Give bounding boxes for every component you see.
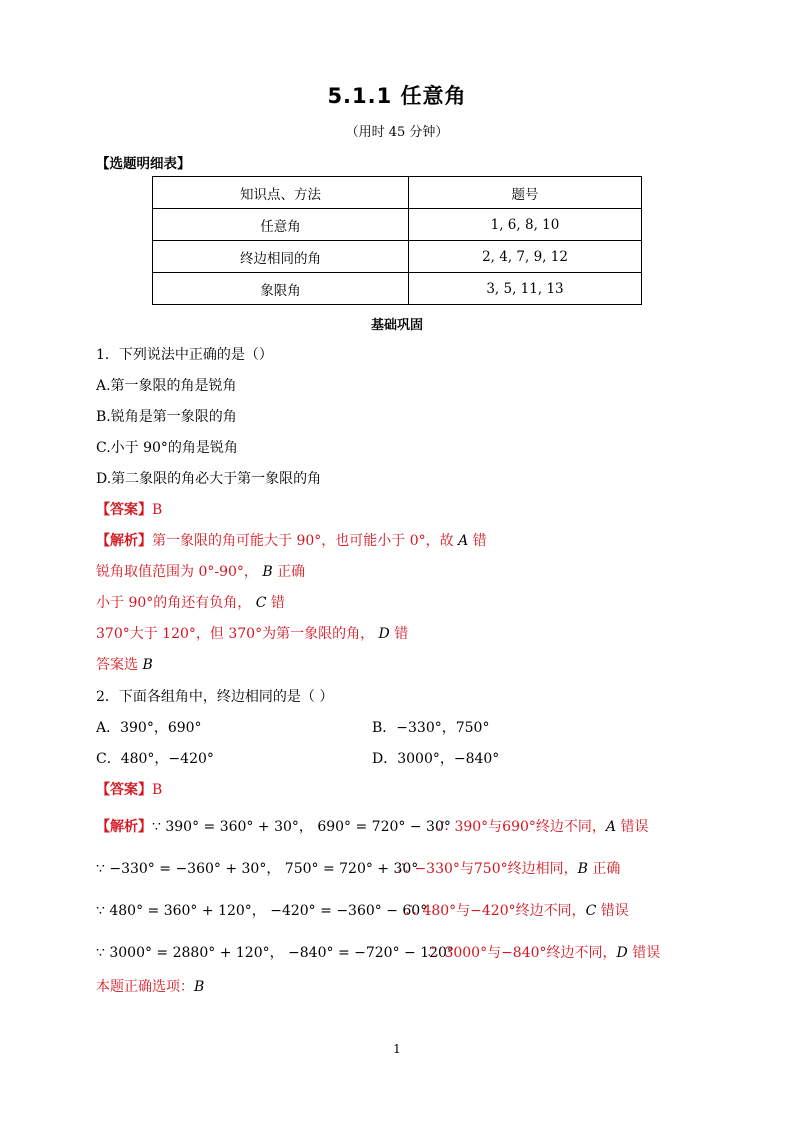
q1-conclusion bbox=[96, 654, 153, 674]
table-row bbox=[153, 241, 642, 273]
analysis-verdict: 错 bbox=[389, 626, 409, 642]
answer-value: B bbox=[152, 782, 163, 798]
analysis-verdict: 错误 bbox=[596, 903, 629, 919]
table-header-cell: 知识点、方法 bbox=[153, 177, 409, 209]
analysis-conclusion: ∴ −330°与750°终边相同， bbox=[396, 861, 578, 877]
q2-option-b: B．−330°，750° bbox=[372, 720, 490, 736]
analysis-label: 【解析】 bbox=[96, 819, 152, 835]
q2-analysis-line bbox=[96, 858, 418, 878]
analysis-label: 【解析】 bbox=[96, 533, 152, 549]
q1-analysis-line bbox=[96, 561, 305, 581]
analysis-text: 370°大于 120°，但 370°为第一象限的角， bbox=[96, 626, 379, 642]
q2-final bbox=[96, 976, 204, 996]
analysis-equation: ∵ 390° = 360° + 30°， 690° = 720° − 30° bbox=[152, 819, 451, 835]
final-var: B bbox=[194, 979, 205, 995]
q2-analysis-line bbox=[96, 900, 427, 920]
q2-option-a: A．390°，690° bbox=[96, 720, 202, 736]
analysis-var: D bbox=[616, 945, 628, 961]
q2-analysis-conclusion bbox=[436, 816, 648, 836]
analysis-text: 锐角取值范围为 0°-90°， bbox=[96, 564, 263, 580]
analysis-equation: ∵ 480° = 360° + 120°， −420° = −360° − 60° bbox=[96, 903, 428, 919]
analysis-conclusion: ∴ 390°与690°终边不同， bbox=[436, 819, 606, 835]
table-cell: 3, 5, 11, 13 bbox=[409, 273, 642, 305]
answer-label: 【答案】 bbox=[96, 782, 152, 798]
q1-option-b: B.锐角是第一象限的角 bbox=[96, 409, 237, 425]
q1-option-d: D.第二象限的角必大于第一象限的角 bbox=[96, 471, 322, 487]
analysis-var: C bbox=[255, 595, 267, 611]
q2-answer bbox=[96, 779, 162, 799]
q2-analysis-conclusion bbox=[426, 942, 660, 962]
table-row bbox=[153, 273, 642, 305]
q2-analysis-line bbox=[96, 942, 454, 962]
page-number: 1 bbox=[393, 1042, 401, 1056]
topic-table bbox=[152, 176, 642, 305]
analysis-verdict: 正确 bbox=[587, 861, 621, 877]
analysis-var: D bbox=[378, 626, 390, 642]
analysis-var: B bbox=[577, 861, 588, 877]
analysis-equation: ∵ −330° = −360° + 30°， 750° = 720° + 30° bbox=[96, 861, 419, 877]
table-cell: 任意角 bbox=[153, 209, 409, 241]
q2-option-d: D．3000°，−840° bbox=[372, 751, 500, 767]
q1-option-a: A.第一象限的角是锐角 bbox=[96, 378, 237, 394]
conclusion-text: 答案选 bbox=[96, 657, 143, 673]
analysis-conclusion: ∴ 3000°与−840°终边不同， bbox=[426, 945, 617, 961]
answer-label: 【答案】 bbox=[96, 502, 152, 518]
analysis-verdict: 错误 bbox=[627, 945, 661, 961]
q1-analysis-line bbox=[96, 530, 487, 550]
table-cell: 终边相同的角 bbox=[153, 241, 409, 273]
table-cell: 象限角 bbox=[153, 273, 409, 305]
q1-analysis-line bbox=[96, 592, 285, 612]
q2-analysis-conclusion bbox=[396, 858, 620, 878]
analysis-var: C bbox=[585, 903, 597, 919]
table-header-cell: 题号 bbox=[409, 177, 642, 209]
section-title: 基础巩固 bbox=[370, 318, 423, 333]
q1-stem: 1．下列说法中正确的是（） bbox=[96, 347, 273, 363]
analysis-conclusion: ∴ 480°与−420°终边不同， bbox=[404, 903, 586, 919]
q2-analysis-line bbox=[96, 816, 451, 836]
table-row bbox=[153, 209, 642, 241]
q2-option-c: C．480°，−420° bbox=[96, 751, 214, 767]
analysis-text: 第一象限的角可能大于 90°，也可能小于 0°，故 bbox=[152, 533, 459, 549]
q2-analysis-conclusion bbox=[404, 900, 629, 920]
analysis-var: A bbox=[458, 533, 469, 549]
conclusion-var: B bbox=[142, 657, 153, 673]
analysis-verdict: 错误 bbox=[616, 819, 649, 835]
analysis-verdict: 正确 bbox=[272, 564, 306, 580]
q1-analysis-line bbox=[96, 623, 408, 643]
page-title: 5.1.1 任意角 bbox=[327, 84, 467, 108]
q1-answer bbox=[96, 499, 162, 519]
q1-option-c: C.小于 90°的角是锐角 bbox=[96, 440, 238, 456]
table-cell: 2, 4, 7, 9, 12 bbox=[409, 241, 642, 273]
analysis-verdict: 错 bbox=[266, 595, 285, 611]
selection-heading: 【选题明细表】 bbox=[96, 156, 191, 172]
analysis-verdict: 错 bbox=[468, 533, 487, 549]
analysis-var: B bbox=[262, 564, 273, 580]
analysis-equation: ∵ 3000° = 2880° + 120°， −840° = −720° − 120° bbox=[96, 945, 454, 961]
time-note: （用时 45 分钟） bbox=[345, 125, 449, 140]
q2-stem: 2．下面各组角中，终边相同的是（ ） bbox=[96, 689, 334, 705]
analysis-var: A bbox=[605, 819, 617, 835]
table-cell: 1, 6, 8, 10 bbox=[409, 209, 642, 241]
final-text: 本题正确选项： bbox=[96, 979, 194, 995]
analysis-text: 小于 90°的角还有负角， bbox=[96, 595, 256, 611]
table-header-row bbox=[153, 177, 642, 209]
answer-value: B bbox=[152, 502, 163, 518]
